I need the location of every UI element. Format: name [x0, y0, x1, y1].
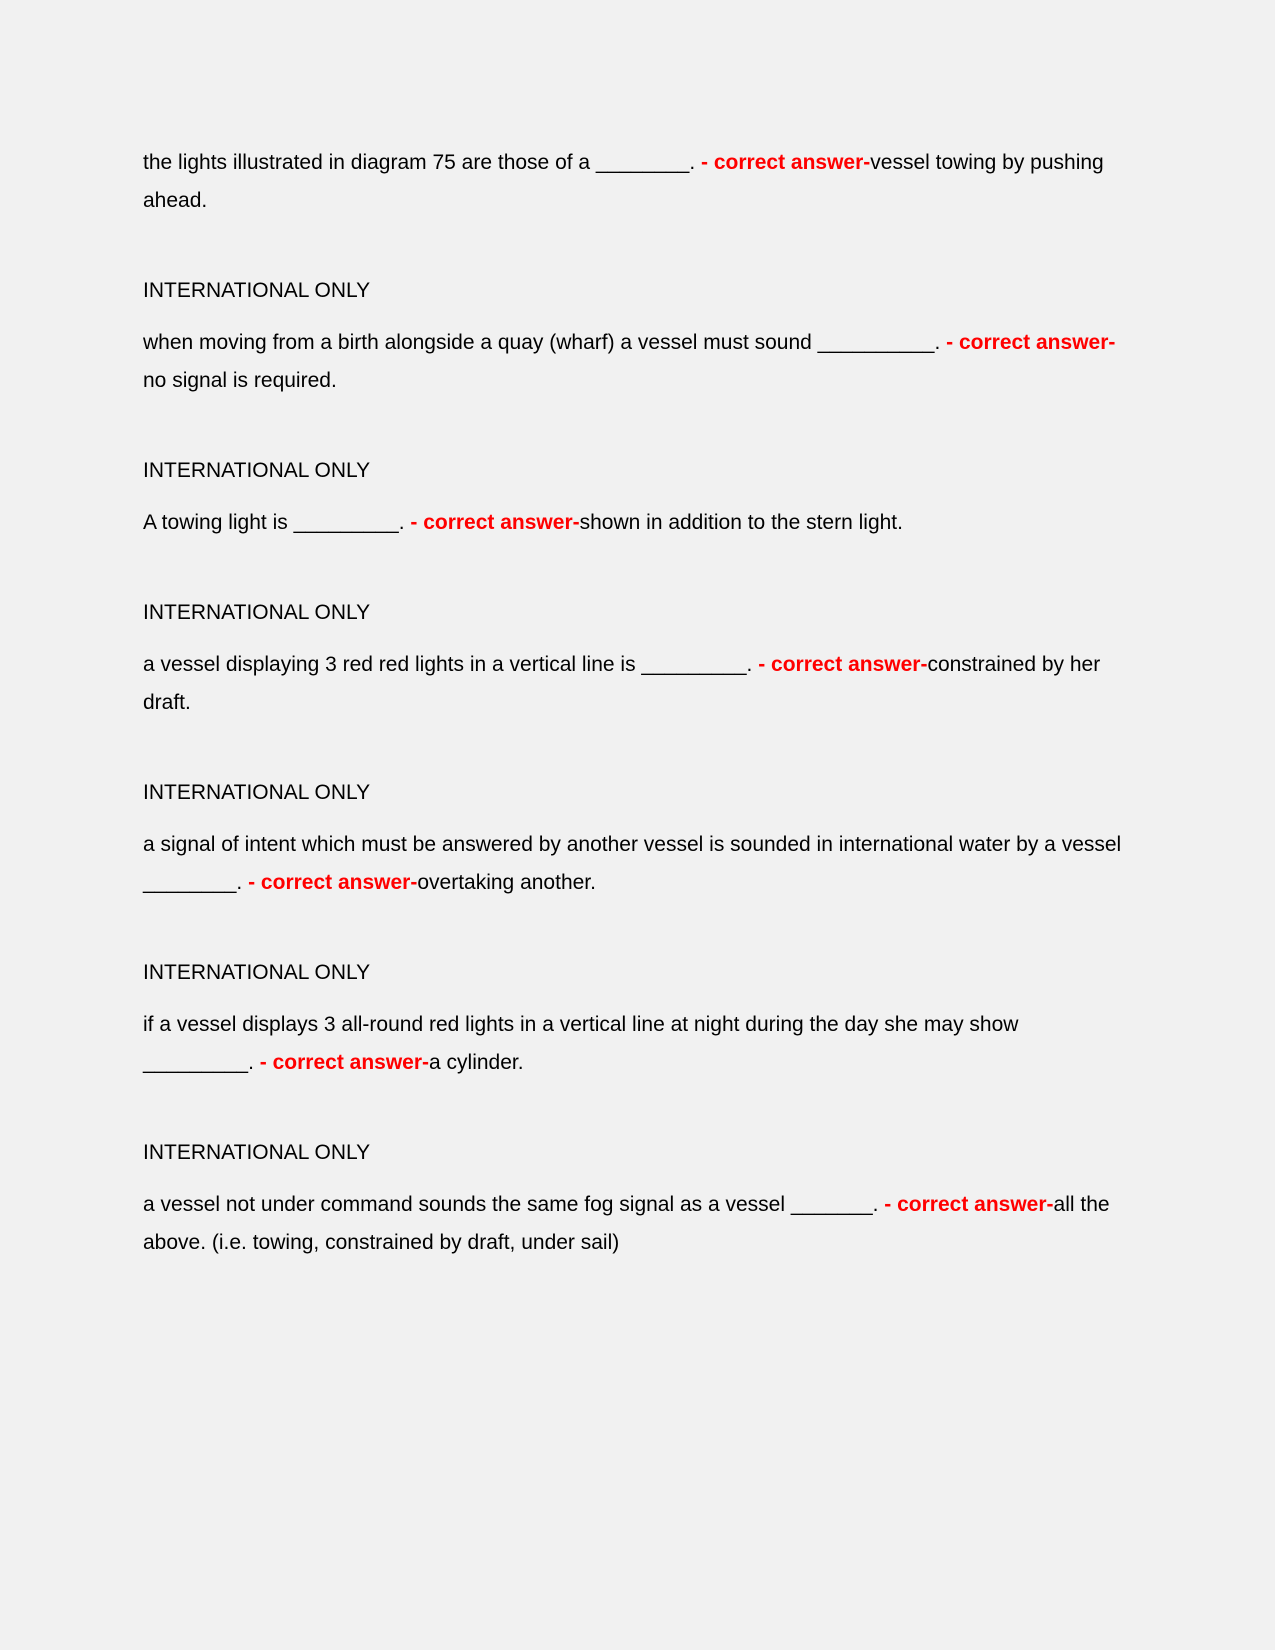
- question-list: [143, 144, 1134, 1262]
- correct-answer-label: - correct answer-: [410, 511, 580, 534]
- question-paragraph: [143, 324, 1134, 400]
- correct-answer-label: - correct answer-: [259, 1051, 430, 1074]
- correct-answer-label: - correct answer-: [701, 151, 871, 174]
- question-section: [143, 144, 1134, 220]
- question-section: [143, 272, 1134, 400]
- question-paragraph: [143, 646, 1134, 722]
- question-text: a vessel displaying 3 red red lights in a vertical line is _________.: [143, 653, 759, 676]
- correct-answer-label: - correct answer-: [884, 1193, 1054, 1216]
- question-paragraph: [143, 826, 1134, 902]
- correct-answer-label: - correct answer-: [946, 331, 1116, 354]
- question-section: [143, 774, 1134, 902]
- question-paragraph: [143, 504, 1134, 542]
- question-text: a vessel not under command sounds the same fog signal as a vessel _______.: [143, 1193, 885, 1216]
- correct-answer-label: - correct answer-: [758, 653, 928, 676]
- question-text: if a vessel displays 3 all-round red lights in a vertical line at night during the day she may show _________.: [143, 1013, 1019, 1074]
- answer-text: vessel towing by pushing ahead.: [143, 151, 1104, 212]
- answer-text: constrained by her draft.: [143, 653, 1101, 714]
- correct-answer-label: - correct answer-: [248, 871, 418, 894]
- answer-text: shown in addition to the stern light.: [579, 511, 903, 534]
- answer-text: all the above. (i.e. towing, constrained by draft, under sail): [143, 1193, 1110, 1254]
- question-section: [143, 954, 1134, 1082]
- section-heading: INTERNATIONAL ONLY: [143, 1141, 371, 1164]
- question-text: when moving from a birth alongside a quay (wharf) a vessel must sound __________.: [143, 331, 947, 354]
- question-paragraph: [143, 144, 1134, 220]
- section-heading: INTERNATIONAL ONLY: [143, 961, 371, 984]
- question-text: A towing light is _________.: [143, 511, 411, 534]
- question-paragraph: [143, 1186, 1134, 1262]
- answer-text: overtaking another.: [417, 871, 596, 894]
- question-paragraph: [143, 1006, 1134, 1082]
- question-section: [143, 452, 1134, 542]
- question-section: [143, 594, 1134, 722]
- section-heading: INTERNATIONAL ONLY: [143, 459, 371, 482]
- answer-text: no signal is required.: [143, 369, 337, 392]
- answer-text: a cylinder.: [429, 1051, 524, 1074]
- section-heading: INTERNATIONAL ONLY: [143, 279, 371, 302]
- question-section: [143, 1134, 1134, 1262]
- section-heading: INTERNATIONAL ONLY: [143, 781, 371, 804]
- question-text: the lights illustrated in diagram 75 are those of a ________.: [143, 151, 702, 174]
- question-text: a signal of intent which must be answered by another vessel is sounded in international water by a vessel ________.: [143, 833, 1122, 894]
- section-heading: INTERNATIONAL ONLY: [143, 601, 371, 624]
